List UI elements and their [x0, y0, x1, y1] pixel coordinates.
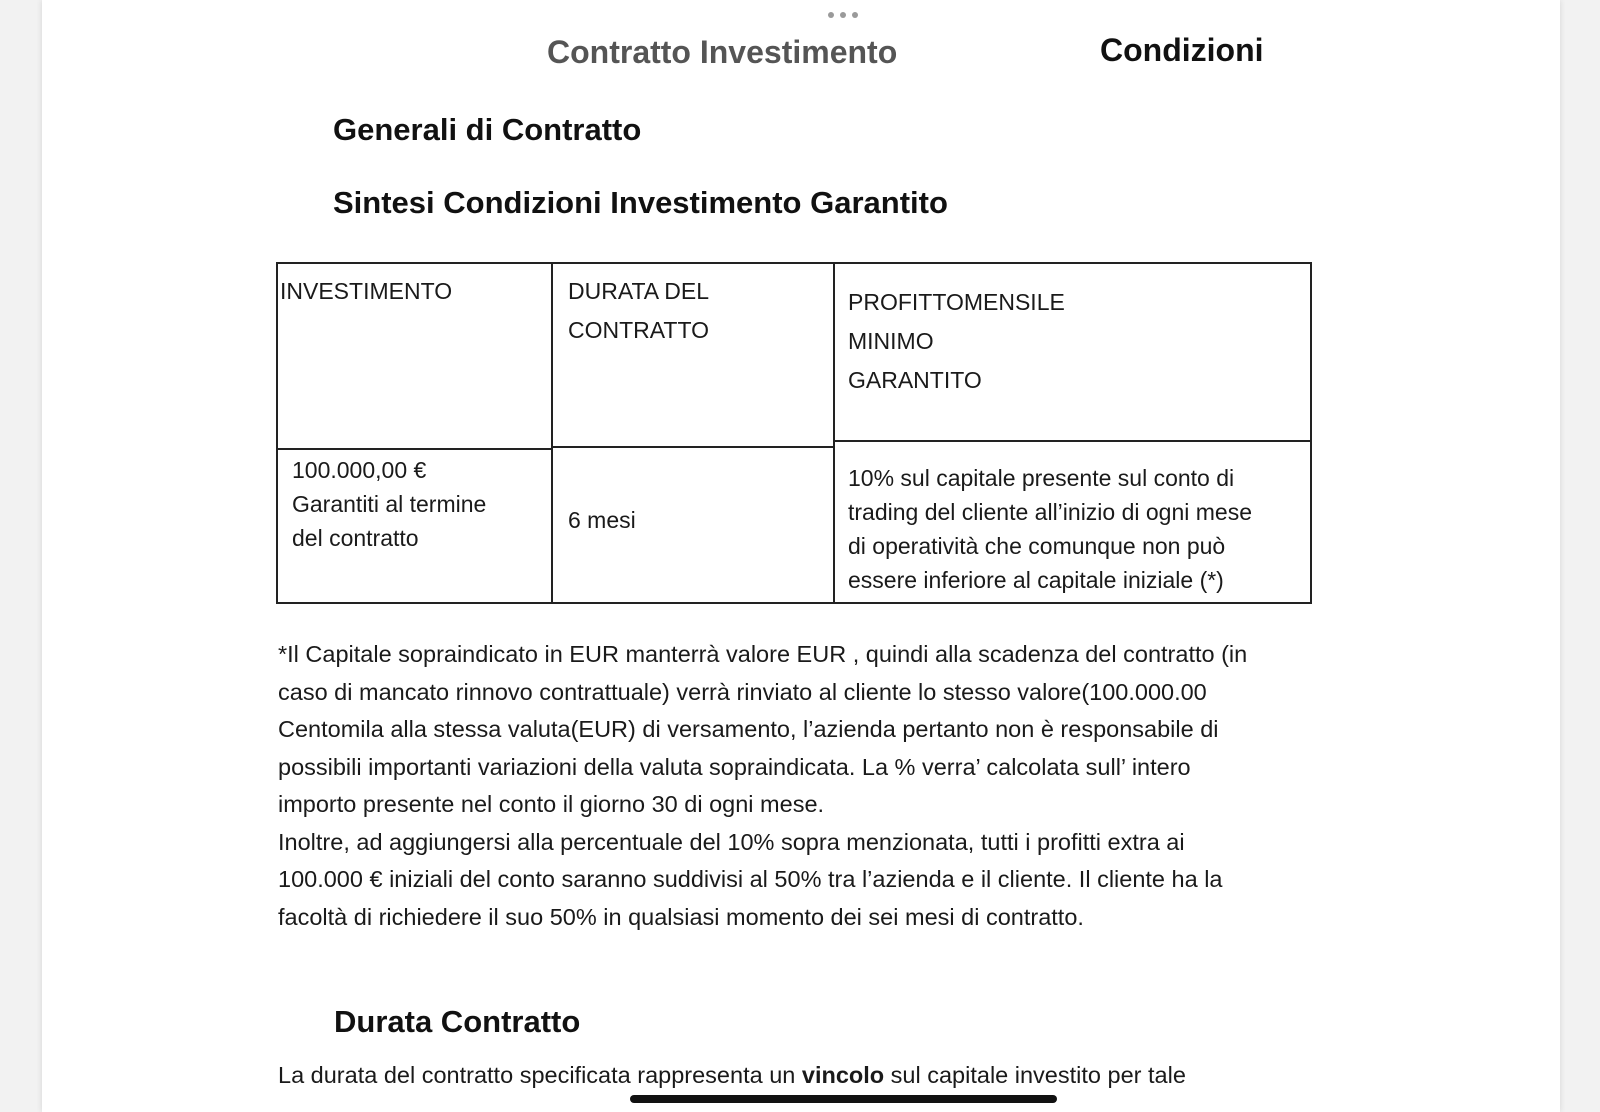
table-header-investimento: INVESTIMENTO — [280, 278, 453, 304]
table-divider — [833, 440, 1310, 442]
table-cell-durata: 6 mesi — [568, 507, 636, 533]
table-divider — [833, 264, 835, 602]
section-heading-general: Generali di Contratto — [333, 112, 642, 147]
note-line: facoltà di richiedere il suo 50% in qualsiasi momento dei sei mesi di contratto. — [278, 903, 1084, 930]
home-indicator[interactable] — [630, 1095, 1057, 1103]
note-line: 100.000 € iniziali del conto saranno suddivisi al 50% tra l’azienda e il cliente. Il cliente ha la — [278, 866, 1223, 892]
table-divider — [278, 448, 551, 450]
note-line: possibili importanti variazioni della valuta sopraindicata. La % verra’ calcolata sull’ intero — [278, 753, 1191, 780]
table-divider — [551, 264, 553, 602]
section-heading-sintesi: Sintesi Condizioni Investimento Garantito — [333, 185, 948, 220]
table-cell-investimento: 100.000,00 € Garantiti al termine del contratto — [292, 457, 487, 551]
table-divider — [551, 446, 833, 448]
note-line: *Il Capitale sopraindicato in EUR manterrà valore EUR , quindi alla scadenza del contratto (in — [278, 641, 1248, 667]
note-line: caso di mancato rinnovo contrattuale) verrà rinviato al cliente lo stesso valore(100.000.00 — [278, 678, 1207, 705]
table-cell-profitto: 10% sul capitale presente sul conto di trading del cliente all’inizio di ogni mese di operatività che comunque non può essere inferiore al capitale iniziale (*) — [848, 465, 1253, 593]
document-page — [42, 0, 1560, 1112]
durata-paragraph: La durata del contratto specificata rappresenta un vincolo sul capitale investito per tale — [278, 1062, 1186, 1088]
note-line: Centomila alla stessa valuta(EUR) di versamento, l’azienda pertanto non è responsabile di — [278, 716, 1219, 742]
note-line: importo presente nel conto il giorno 30 di ogni mese. — [278, 791, 825, 817]
table-header-profitto: PROFITTOMENSILE MINIMO GARANTITO — [848, 289, 1065, 393]
table-header-durata: DURATA DEL CONTRATTO — [568, 278, 710, 343]
note-line: Inoltre, ad aggiungersi alla percentuale del 10% sopra menzionata, tutti i profitti extra ai — [278, 828, 1185, 855]
conditions-notes — [278, 636, 1328, 936]
document-title: Contratto Investimento — [547, 34, 898, 70]
section-heading-durata: Durata Contratto — [334, 1004, 581, 1039]
more-options-icon[interactable] — [828, 10, 858, 20]
conditions-table — [276, 262, 1312, 604]
document-subtitle: Condizioni — [1100, 32, 1264, 68]
